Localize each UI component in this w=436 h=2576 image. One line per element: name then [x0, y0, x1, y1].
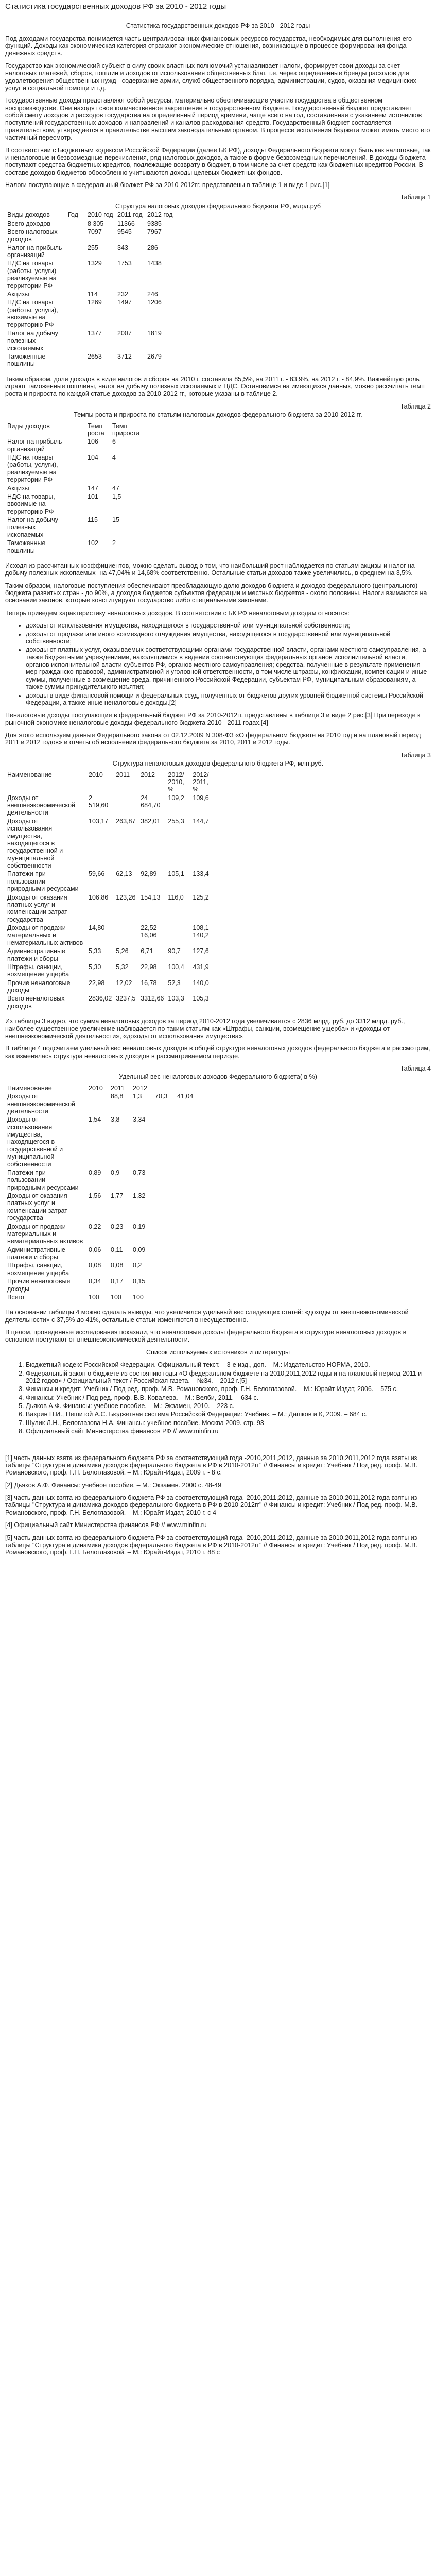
table-cell: 12,02	[116, 979, 132, 987]
table-cell: 108,1 140,2	[193, 924, 209, 939]
table-cell: 2011 год	[117, 211, 143, 219]
table-cell: 0,22	[89, 1223, 101, 1230]
table-cell: Всего неналоговых доходов	[7, 995, 65, 1010]
table-cell: 382,01	[141, 817, 161, 825]
table-cell: Штрафы, санкции, возмещение ущерба	[7, 1262, 69, 1277]
table-cell	[66, 298, 85, 329]
paragraph: В целом, проведенные исследования показали, что неналоговые доходы федерального бюджета в структуре неналоговых доходов в основном поступают от внешнеэкономической деятельности.	[5, 1329, 407, 1344]
table-cell: 1269	[88, 299, 102, 307]
table-cell: 1,3	[133, 1093, 142, 1100]
table-cell: 24 684,70	[141, 794, 161, 809]
table-cell: 102	[88, 539, 98, 547]
paragraph: Из таблицы 3 видно, что сумма неналоговых доходов за период 2010-2012 года увеличивается с 2836 млрд. руб. до 3312 млрд. руб., наиболее существенное увеличение наблюдается по таким статьям как «Штрафы, санкции, возмещение ущерба» и «доходы от внешнеэкономической деятельности», «доходы от использования имущества».	[5, 1018, 405, 1040]
table-cell: НДС на товары (работы, услуги), ввозимые на территорию РФ	[7, 299, 58, 329]
table-cell: Доходы от оказания платных услуг и компенсации затрат государства	[7, 1192, 68, 1222]
table-cell: Прочие неналоговые доходы	[7, 979, 71, 994]
table-cell: 0,08	[111, 1262, 124, 1269]
table-cell: 109,6	[193, 794, 209, 802]
paragraph: На основании таблицы 4 можно сделать выводы, что увеличился удельный вес следующих статей: «доходы от внешнеэкономической деятельности» с 37,5% до 41%, остальные статьи изменяются в несущественно.	[5, 1309, 409, 1324]
table4-caption: Удельный вес неналоговых доходов Федерального бюджета( в %)	[119, 1073, 317, 1081]
table-cell	[66, 352, 85, 368]
table-cell	[66, 219, 85, 228]
table-cell: 2010	[89, 1084, 103, 1092]
table-cell: 2012/ 2011, %	[193, 771, 209, 793]
table-cell: 22,98	[141, 963, 157, 971]
table-cell	[114, 794, 138, 817]
table-cell: 4	[112, 454, 116, 461]
table-row	[5, 979, 215, 995]
table-cell: 100	[89, 1293, 99, 1301]
table3-caption: Структура неналоговых доходов федерального бюджета РФ, млн.руб.	[112, 760, 324, 768]
table-cell: 5,32	[116, 963, 129, 971]
table-cell: 22,98	[89, 979, 105, 987]
table-cell	[66, 516, 85, 539]
table-header-row	[5, 422, 142, 438]
table-cell	[86, 1092, 109, 1115]
table-cell: 5,26	[116, 947, 129, 955]
table1-tax-revenue	[5, 211, 175, 368]
table-row	[5, 539, 142, 555]
table-cell: 2012/ 2010, %	[168, 771, 184, 793]
paragraphs-section-2	[5, 376, 431, 398]
paragraph: Налоги поступающие в федеральный бюджет РФ за 2010-2012гг. представлены в таблице 1 и виде 1 рис.[1]	[5, 181, 330, 189]
table-cell: 2010	[89, 771, 103, 778]
paragraph: В соответствии с Бюджетным кодексом Российской Федерации (далее БК РФ), доходы Федерального бюджета могут быть как налоговые, так и неналоговые и безвозмездные перечисления, ряд налоговых доходов, а также в форме безвозмездных перечислений. В доходы бюджета поступают средства бюджетных кредитов, подлежащие возврату в бюджет, в том числе за счет средств как бюджетных кредитов России. В составе доходов бюджетов обособленно учитываются доходы целевых бюджетных фондов.	[5, 146, 431, 176]
table-cell: 103,3	[168, 995, 184, 1003]
table-cell: 1,32	[133, 1192, 146, 1199]
table-cell: 255,3	[168, 817, 184, 825]
paragraphs-section-1	[5, 35, 431, 189]
table-row	[5, 1168, 197, 1192]
table-row	[5, 290, 175, 298]
table1-caption: Структура налоговых доходов федерального бюджета РФ, млрд.руб	[115, 202, 321, 210]
table-cell: 1,54	[89, 1116, 101, 1124]
references-list	[5, 1361, 431, 1435]
footnote-item: [4] Официальный сайт Министерства финансов РФ // www.minfin.ru	[5, 1521, 207, 1529]
table-row	[5, 870, 215, 893]
table-header-row	[5, 771, 215, 794]
table-row	[5, 1293, 197, 1301]
table-cell: Административные платежи и сборы	[7, 947, 65, 962]
table-row	[5, 947, 215, 963]
table-cell: НДС на товары, ввозимые на территорию РФ	[7, 493, 55, 515]
table-cell: 100,4	[168, 963, 184, 971]
table-cell: Наименование	[7, 771, 52, 778]
table-row	[5, 1115, 197, 1168]
table-cell: Темп прироста	[112, 422, 140, 437]
table-cell: 11366	[117, 219, 135, 227]
table-cell	[66, 259, 85, 290]
table-cell: 1819	[147, 329, 162, 337]
table-cell: 0,06	[89, 1246, 101, 1253]
table-cell: 100	[133, 1293, 144, 1301]
table-row	[5, 484, 142, 493]
table4-number: Таблица 4	[400, 1065, 431, 1072]
table-cell: Доходы от продажи материальных и нематериальных активов	[7, 924, 83, 946]
table-cell: Таможенные пошлины	[7, 539, 46, 554]
reference-item: 3. Финансы и кредит: Учебник / Под ред. проф. М.В. Романовского, проф. Г.Н. Белоглазовой. – М.: Юрайт-Издат, 2006. – 575 с.	[26, 1385, 431, 1393]
table-cell: Доходы от внешнеэкономической деятельности	[7, 794, 76, 817]
table-cell: Акцизы	[7, 290, 29, 298]
table-cell: 3,34	[133, 1116, 146, 1124]
table-cell: 2012	[141, 771, 155, 778]
paragraph: Исходя из рассчитанных коэффициентов, можно сделать вывод о том, что наибольший рост наблюдается по статьям акцизы и налог на добычу полезных ископаемых -на 47,04% и 14,68% соответственно. Остальные статьи доходов также увеличились, в среднем на 3,5%.	[5, 562, 415, 577]
table-cell: 2012	[133, 1084, 147, 1092]
reference-item: 4. Финансы: Учебник / Под ред. проф. В.В. Ковалева. – М.: Велби, 2011. – 634 с.	[26, 1394, 431, 1401]
table-cell: 431,9	[193, 963, 209, 971]
table4-share	[5, 1084, 197, 1302]
table-cell: 263,87	[116, 817, 136, 825]
table-cell: Темп роста	[88, 422, 104, 437]
page-title: Статистика государственных доходов РФ за 2010 - 2012 годы	[5, 2, 226, 11]
paragraph: Для этого используем данные Федерального закона от 02.12.2009 N 308-ФЗ «О федеральном бюджете на 2010 год и на плановый период 2011 и 2012 годов» и отчеты об исполнении федерального бюджета за 2010, 2011 и 2012 годы.	[5, 732, 421, 747]
footnote-item: [5] часть данных взята из федерального бюджета РФ за соответствующий года -2010,2011,2012, данные за 2010,2011,2012 года взяты из таблицы "Структура и динамика доходов федерального бюджета в РФ в 2010-2012гг" // Финансы и кредит: Учебник / Под ред. проф. М.В. Романовского, проф. Г.Н. Белоглазовой. – М.: Юрайт-Издат, 2010 г. 88 с	[5, 1534, 417, 1556]
table-cell: 15	[112, 516, 119, 523]
table-cell: 105,1	[168, 870, 184, 878]
table-cell: 101	[88, 493, 98, 500]
table-cell: Доходы от использования имущества, находящегося в государственной и муниципальной собственности	[7, 817, 63, 869]
table-cell: Налог на прибыль организаций	[7, 244, 62, 259]
table-cell: 106,86	[89, 893, 109, 901]
footnote-item: [3] часть данных взята из федерального бюджета РФ за соответствующий года -2010,2011,2012, данные за 2010,2011,2012 года взяты из таблицы "Структура и динамика доходов федерального бюджета в РФ в 2010-2012гг" // Финансы и кредит: Учебник / Под ред. проф. М.В. Романовского, проф. Г.Н. Белоглазовой. – М.: Юрайт-Издат, 2010 г. с 4	[5, 1494, 417, 1516]
table-cell: Доходы от оказания платных услуг и компенсации затрат государства	[7, 893, 68, 923]
table-cell	[66, 329, 85, 352]
table-cell: 1206	[147, 299, 162, 307]
table-cell: 106	[88, 438, 98, 446]
paragraph: Под доходами государства понимается часть централизованных финансовых ресурсов государства, необходимых для выполнения его функций. Доходы как экономическая категория отражают экономические отношения, возникающие в процессе формирования фонда денежных средств.	[5, 35, 412, 57]
table-cell: Административные платежи и сборы	[7, 1246, 65, 1261]
table-cell: 16,78	[141, 979, 157, 987]
table-row	[5, 1223, 197, 1246]
paragraphs-section-3	[5, 562, 431, 617]
table-cell: 0,89	[89, 1168, 101, 1176]
footnotes	[5, 1454, 431, 1556]
table-cell: Год	[68, 211, 78, 219]
table-cell: Доходы от использования имущества, находящегося в государственной и муниципальной собственности	[7, 1116, 63, 1168]
table-cell: 2836,02	[89, 995, 112, 1003]
paragraph: Государство как экономический субъект в силу своих властных полномочий устанавливает налоги, формирует свои доходы за счет налоговых платежей, сборов, пошлин и доходов от использования общественных благ, т.е. через определенные бренды расходов для удовлетворения общественных нужд - содержание армии, служб общественного порядка, администрации, судов, оказания медицинских услуг и социальной помощи и т.д.	[5, 62, 416, 92]
table-cell: Налог на прибыль организаций	[7, 438, 62, 453]
table-cell: 70,3	[155, 1093, 168, 1100]
paragraphs-section-5	[5, 1018, 431, 1060]
table-cell: 144,7	[193, 817, 209, 825]
table-row	[5, 1277, 197, 1293]
paragraphs-section-4	[5, 711, 431, 747]
table-cell: 1,56	[89, 1192, 101, 1199]
table-cell: 232	[117, 290, 128, 298]
table-cell: 100	[111, 1293, 121, 1301]
reference-item: 6. Вахрин П.И., Нешитой А.С. Бюджетная система Российской Федерации: Учебник. – М.: Дашков и К, 2009. – 684 с.	[26, 1411, 431, 1418]
table-cell: 246	[147, 290, 158, 298]
table-row	[5, 1192, 197, 1223]
table-cell: 0,23	[111, 1223, 124, 1230]
table-row	[5, 963, 215, 979]
table-cell: 1497	[117, 299, 132, 307]
table-row	[5, 493, 142, 516]
table-cell: Наименование	[7, 1084, 52, 1092]
table-cell: 1377	[88, 329, 102, 337]
table-cell: 154,13	[141, 893, 161, 901]
table-row	[5, 219, 175, 228]
table-cell	[66, 539, 85, 555]
table-cell: 1438	[147, 260, 162, 267]
table-cell: Акцизы	[7, 484, 29, 492]
table-cell: 0,2	[133, 1262, 142, 1269]
table-cell: 3237,5	[116, 995, 136, 1003]
table-cell: 2	[112, 539, 116, 547]
table-cell: 147	[88, 484, 98, 492]
table-cell: 7097	[88, 228, 102, 235]
table-cell: 0,73	[133, 1168, 146, 1176]
paragraph: В таблице 4 подсчитаем удельный вес неналоговых доходов в общей структуре неналоговых доходов федерального бюджета и рассмотрим, как изменялась структура неналоговых доходов в рассматриваемом периоде.	[5, 1045, 430, 1060]
table-cell: 0,09	[133, 1246, 146, 1253]
table-cell: 2011	[111, 1084, 125, 1092]
intro-title: Статистика государственных доходов РФ за 2010 - 2012 годы	[126, 22, 310, 30]
table1-number: Таблица 1	[400, 194, 431, 201]
table-cell	[66, 453, 85, 484]
table-cell: 14,80	[89, 924, 105, 931]
paragraph: Таким образом, налоговые поступления обеспечивают преобладающую долю доходов бюджета и доходов федерального (центрального) бюджета развитых стран - до 90%, а доходов бюджетов субъектов федерации и местных бюджетов - около половины. Налоги взимаются на основании законов, которые конституируют государство либо специальными законами.	[5, 582, 427, 604]
table-cell: 2007	[117, 329, 132, 337]
table-row	[5, 794, 215, 817]
table-cell: 2012 год	[147, 211, 173, 219]
table-cell: 5,30	[89, 963, 101, 971]
table-cell: 3,8	[111, 1116, 120, 1124]
table-cell: 140,0	[193, 979, 209, 987]
table-row	[5, 352, 175, 368]
table-row	[5, 329, 175, 352]
table-cell: 0,17	[111, 1278, 124, 1285]
table-cell: Таможенные пошлины	[7, 352, 46, 368]
table-cell: 2010 год	[88, 211, 113, 219]
table-cell: 3312,66	[141, 995, 164, 1003]
table-row	[5, 817, 215, 870]
table-cell: 0,15	[133, 1278, 146, 1285]
table-cell	[66, 422, 85, 438]
table-cell: 0,34	[89, 1278, 101, 1285]
table-cell: 62,13	[116, 870, 132, 878]
table-cell	[166, 924, 190, 947]
paragraph: Таким образом, доля доходов в виде налогов и сборов на 2010 г. составила 85,5%, на 2011 г. - 83,9%, на 2012 г. - 84,9%. Важнейшую роль играют таможенные пошлины, налог на добычу полезных ископаемых и НДС. Остановимся на имеющихся данных, можно рассчитать темп роста и прироста по каждой статье доходов за 2010-2012 гг., которые указаны в таблице 2.	[5, 375, 425, 398]
table-cell	[66, 228, 85, 244]
document-page	[0, 2, 436, 1577]
table-cell: 1,5	[112, 493, 121, 500]
table-cell: 47	[112, 484, 119, 492]
table-row	[5, 1261, 197, 1277]
table-cell: 0,9	[111, 1168, 120, 1176]
table-cell: 2011	[116, 771, 130, 778]
table-row	[5, 924, 215, 947]
table-row	[5, 1246, 197, 1262]
table-cell: 6	[112, 438, 116, 446]
table-cell: Всего	[7, 1293, 24, 1301]
table-cell: 9385	[147, 219, 162, 227]
table-row	[5, 994, 215, 1010]
table-cell	[66, 290, 85, 298]
reference-item: 2. Федеральный закон о бюджете из состоянию годы «О федеральном бюджете на 2010,2011,2012 годы и на плановый период 2011 и 2012 годов» / Официальный текст / Российская газета. – №34. – 2012 г.[5]	[26, 1370, 431, 1385]
table-cell: Штрафы, санкции, возмещение ущерба	[7, 963, 69, 978]
table-row	[5, 893, 215, 924]
footnote-item: [1] часть данных взята из федерального бюджета РФ за соответствующий года -2010,2011,2012, данные за 2010,2011,2012 года взяты из таблицы "Структура и динамика доходов федерального бюджета в РФ в 2010-2012гг" // Финансы и кредит: Учебник / Под ред. проф. М.В. Романовского, проф. Г.Н. Белоглазовой. – М.: Юрайт-Издат, 2009 г. - 8 с.	[5, 1454, 417, 1477]
nontax-revenue-list	[5, 622, 431, 706]
table-cell: 105,3	[193, 995, 209, 1003]
table-row	[5, 453, 142, 484]
table-row	[5, 1092, 197, 1115]
table-cell	[66, 493, 85, 516]
table-cell: 9545	[117, 228, 132, 235]
table-cell: 5,33	[89, 947, 101, 955]
table3-nontax-structure	[5, 771, 215, 1011]
table-cell: 116,0	[168, 893, 184, 901]
table-row	[5, 244, 175, 260]
table-cell: 255	[88, 244, 98, 251]
table-cell	[66, 484, 85, 493]
table-cell: 7967	[147, 228, 162, 235]
table-cell: 41,04	[177, 1093, 194, 1100]
table-cell: Налог на добычу полезных ископаемых	[7, 329, 58, 352]
table-cell: 88,8	[111, 1093, 124, 1100]
paragraph: Государственные доходы представляют собой ресурсы, материально обеспечивающие участие государства в общественном воспроизводстве. Они находят свое количественное закрепление в государственном бюджете. Государственный бюджет представляет собой смету доходов и расходов государства на определенный период времени, чаще всего на год, составленная с указанием источников поступлений государственных доходов и направлений и каналов расходования средств. Государственный бюджет составляется правительством, утверждается в правительстве высшим законодательным органом. В процессе исполнения бюджета может иметь место его частичный пересмотр.	[5, 97, 430, 142]
table-cell: 3712	[117, 352, 132, 360]
paragraph: Теперь приведем характеристику неналоговых доходов. В соответствии с БК РФ неналоговым доходам относятся:	[5, 609, 350, 617]
table-cell: 0,19	[133, 1223, 146, 1230]
reference-item: 7. Шулик Л.Н., Белоглазова Н.А. Финансы: учебное пособие. Москва 2009. стр. 93	[26, 1419, 431, 1427]
table-cell: Доходы от внешнеэкономической деятельности	[7, 1093, 76, 1115]
table-cell: НДС на товары (работы, услуги), реализуемые на территории РФ	[7, 454, 58, 484]
table-row	[5, 516, 142, 539]
table-cell: 109,2	[168, 794, 184, 802]
table-cell: 343	[117, 244, 128, 251]
table-cell: 2679	[147, 352, 162, 360]
table-cell: 103,17	[89, 817, 109, 825]
table-cell: 133,4	[193, 870, 209, 878]
table2-number: Таблица 2	[400, 402, 431, 410]
table-cell: 123,26	[116, 893, 136, 901]
table-cell: 6,71	[141, 947, 153, 955]
table-row	[5, 437, 142, 453]
table-cell: 92,89	[141, 870, 157, 878]
table-cell: 8 305	[88, 219, 104, 227]
table-cell: Платежи при пользовании природными ресурсами	[7, 1168, 79, 1191]
table-cell: 0,11	[111, 1246, 123, 1253]
paragraph: Неналоговые доходы поступающие в федеральный бюджет РФ за 2010-2012гг. представлены в таблице 3 и виде 2 рис.[3] При переходе к рыночной экономике неналоговые доходы федерального бюджета 2010 - 2011 годах.[4]	[5, 711, 421, 726]
table-cell: 125,2	[193, 893, 209, 901]
table-cell: 0,08	[89, 1262, 101, 1269]
table-cell: 1,77	[111, 1192, 124, 1199]
table-cell: Всего доходов	[7, 219, 51, 227]
table-cell: 2653	[88, 352, 102, 360]
paragraphs-section-6	[5, 1309, 431, 1344]
list-item: • доходы в виде финансовой помощи и федеральных ссуд, полученных от бюджетов других уровней бюджетной системы Российской Федерации, а также иные неналоговые доходы.[2]	[26, 692, 431, 707]
table-cell: 114	[88, 290, 98, 298]
reference-item: 8. Официальный сайт Министерства финансов РФ // www.minfin.ru	[26, 1428, 431, 1435]
list-item: • доходы от платных услуг, оказываемых соответствующими органами государственной власти, органами местного самоуправления, а также бюджетными учреждениями, находящимися в ведении соответствующих федеральных органов исполнительной власти, органов исполнительной власти субъектов РФ, органов местного самоуправления; средства, полученные в результате применения мер гражданско-правовой, административной и уголовной ответственности, в том числе штрафы, конфискации, компенсации и иные суммы, полученные в возмещение вреда, причиненного Российской Федерации, субъектам РФ, муниципальным образованиям, а также суммы принудительного изъятия;	[26, 646, 431, 690]
references-title: Список используемых источников и литературы	[146, 1348, 290, 1356]
table-row	[5, 228, 175, 244]
footnote-item: [2] Дьяков А.Ф. Финансы: учебное пособие. – М.: Экзамен. 2000 с. 48-49	[5, 1481, 221, 1489]
table-row	[5, 298, 175, 329]
table-cell: 2 519,60	[89, 794, 109, 809]
table-cell: Прочие неналоговые доходы	[7, 1278, 71, 1293]
table-cell: Доходы от продажи материальных и нематериальных активов	[7, 1223, 83, 1245]
table-cell: 115	[88, 516, 98, 523]
table-cell: 286	[147, 244, 158, 251]
table-cell: 90,7	[168, 947, 181, 955]
reference-item: 5. Дьяков А.Ф. Финансы: учебное пособие. – М.: Экзамен, 2010. – 223 с.	[26, 1402, 431, 1410]
table-cell	[66, 244, 85, 260]
table-cell: Виды доходов	[7, 422, 50, 430]
table-cell: 104	[88, 454, 98, 461]
table-cell: 52,3	[168, 979, 181, 987]
list-item: • доходы от использования имущества, находящегося в государственной или муниципальной собственности;	[26, 622, 431, 629]
table-header-row	[5, 211, 175, 219]
table-cell	[66, 437, 85, 453]
list-item: • доходы от продажи или иного возмездного отчуждения имущества, находящегося в государственной или муниципальной собственности;	[26, 631, 431, 646]
table-cell	[114, 924, 138, 947]
table2-caption: Темпы роста и прироста по статьям налоговых доходов федерального бюджета за 2010-2012 гг.	[74, 411, 362, 419]
table-header-row	[5, 1084, 197, 1092]
table-row	[5, 259, 175, 290]
table-cell: Виды доходов	[7, 211, 50, 219]
reference-item: 1. Бюджетный кодекс Российской Федерации. Официальный текст. – 3-е изд., доп. – М.: Издательство НОРМА, 2010.	[26, 1361, 431, 1368]
table-cell: 1329	[88, 260, 102, 267]
table2-growth-rates	[5, 422, 142, 555]
table-cell: 59,66	[89, 870, 105, 878]
table-cell: НДС на товары (работы, услуги) реализуемые на территории РФ	[7, 260, 57, 290]
table-cell: 127,6	[193, 947, 209, 955]
table3-number: Таблица 3	[400, 751, 431, 759]
table-cell: Платежи при пользовании природными ресурсами	[7, 870, 79, 893]
table-cell: Налог на добычу полезных ископаемых	[7, 516, 58, 538]
table-cell: 1753	[117, 260, 132, 267]
table-cell: 22,52 16,06	[141, 924, 157, 939]
table-cell: Всего налоговых доходов	[7, 228, 58, 243]
